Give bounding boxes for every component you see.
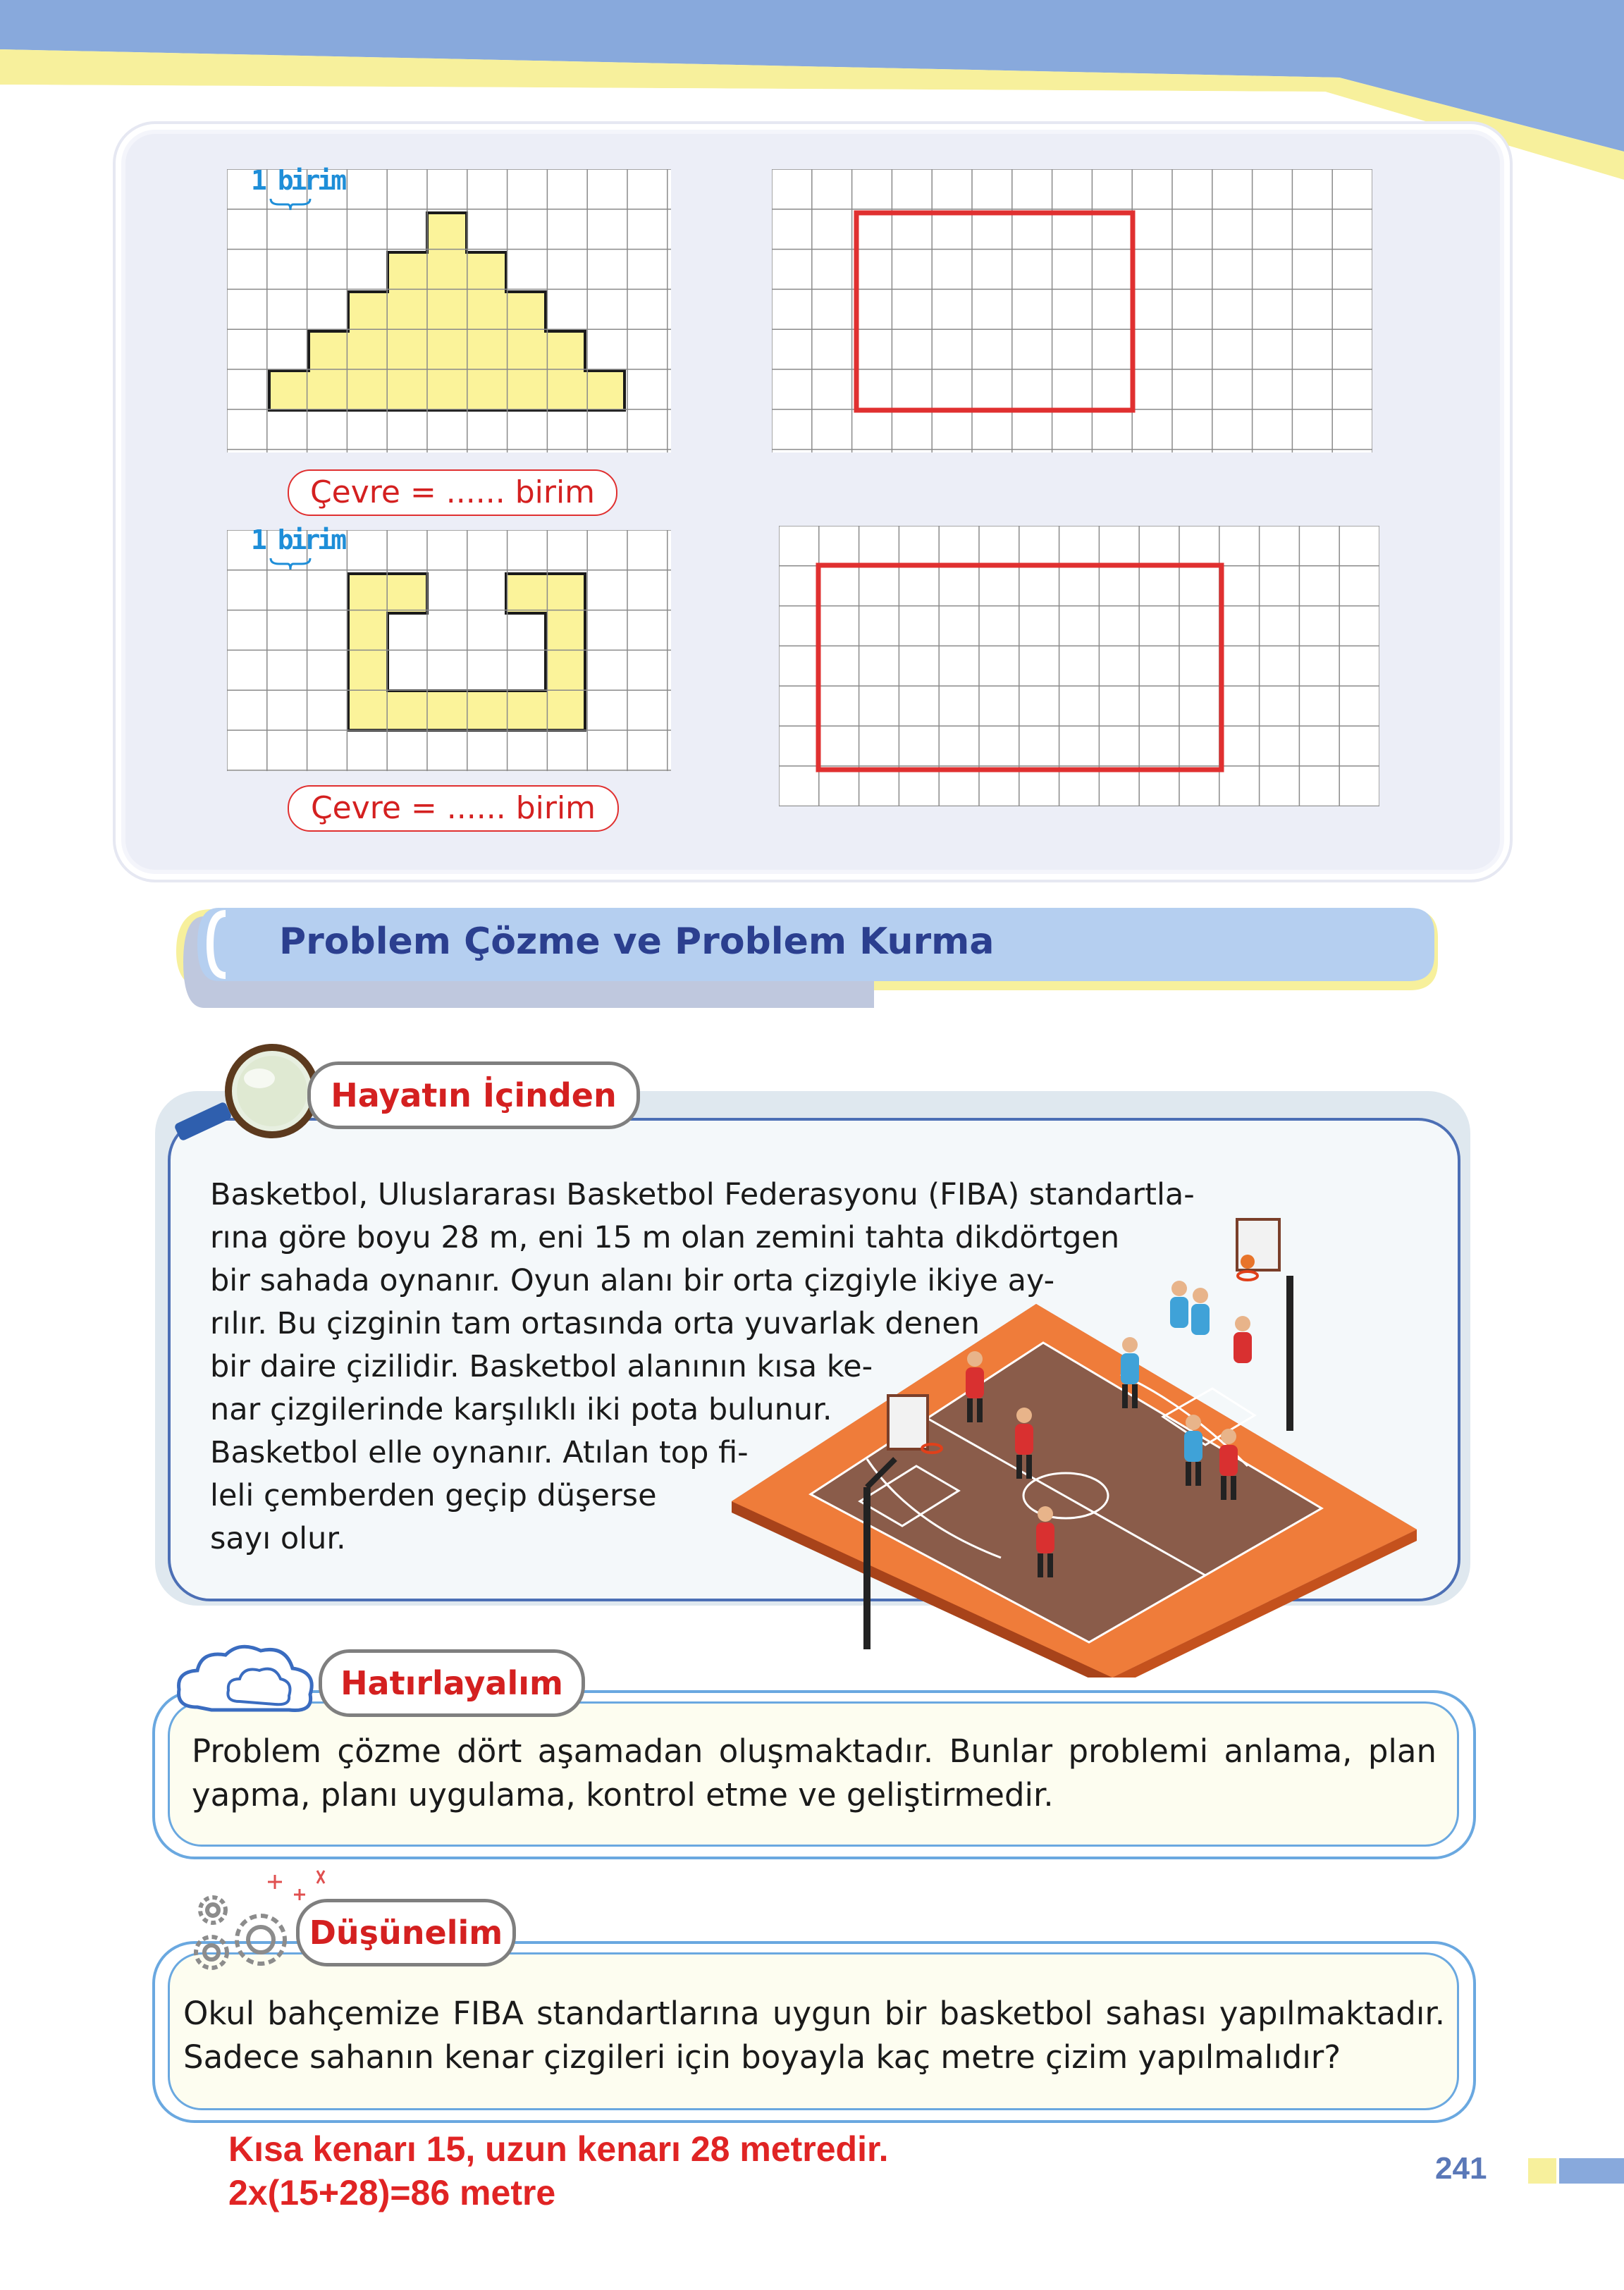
text-line: leli çemberden geçip düşerse [210,1478,657,1513]
perimeter-answer-field-1[interactable]: Çevre = ...... birim [288,469,617,516]
grid-red-rectangle-2 [779,526,1379,806]
text-line: rına göre boyu 28 m, eni 15 m olan zemini tahta dikdörtgen [210,1220,1120,1255]
text-line: sayı olur. [210,1521,346,1556]
unit-label-1: 1 birim [251,165,345,196]
hatirlayalim-text [192,1730,1437,1817]
answer-line-1: Kısa kenarı 15, uzun kenarı 28 metredir. [228,2129,889,2169]
text-line: Okul bahçemize FIBA standartlarına uygun bir basketbol sahası yapılmaktadır. [183,1995,1445,2032]
grid-stepped-shape [227,169,671,453]
text-line: Basketbol, Uluslararası Basketbol Federasyonu (FIBA) standartla- [210,1177,1195,1212]
answer-line-2: 2x(15+28)=86 metre [228,2173,556,2212]
dusunelim-text [183,1992,1445,2079]
text-line: nar çizgilerinde karşılıklı iki pota bulunur. [210,1392,832,1427]
text-line: yapma, planı uygulama, kontrol etme ve geliştirmedir. [192,1776,1054,1814]
section-title: Problem Çözme ve Problem Kurma [279,921,995,963]
unit-brace-2-icon [269,557,312,571]
unit-label-2: 1 birim [251,524,345,555]
text-line: Problem çözme dört aşamadan oluşmaktadır. Bunlar problemi anlama, plan [192,1732,1437,1770]
page-number-bar-blue [1559,2158,1624,2184]
perimeter-answer-field-2[interactable]: Çevre = ...... birim [288,785,619,832]
magnifier-icon [169,1042,324,1147]
text-line: rılır. Bu çizginin tam ortasında orta yuvarlak denen [210,1306,980,1341]
hayatin-icinden-tag: Hayatın İçinden [307,1061,640,1129]
page-number: 241 [1435,2151,1487,2186]
basketball-court-illustration [726,1191,1424,1678]
grid-red-rectangle-1 [772,169,1372,453]
text-line: bir daire çizilidir. Basketbol alanının kısa ke- [210,1349,873,1384]
text-line: Basketbol elle oynanır. Atılan top fi- [210,1435,749,1470]
text-line: Sadece sahanın kenar çizgileri için boyayla kaç metre çizim yapılmalıdır? [183,2038,1341,2076]
cloud-icon [169,1637,331,1728]
dusunelim-tag: Düşünelim [296,1899,516,1966]
text-line: bir sahada oynanır. Oyun alanı bir orta çizgiyle ikiye ay- [210,1263,1055,1298]
page-number-bar-yellow [1528,2158,1556,2184]
unit-brace-1-icon [269,197,312,211]
answer-text [228,2127,889,2215]
hatirlayalim-tag: Hatırlayalım [319,1649,585,1717]
